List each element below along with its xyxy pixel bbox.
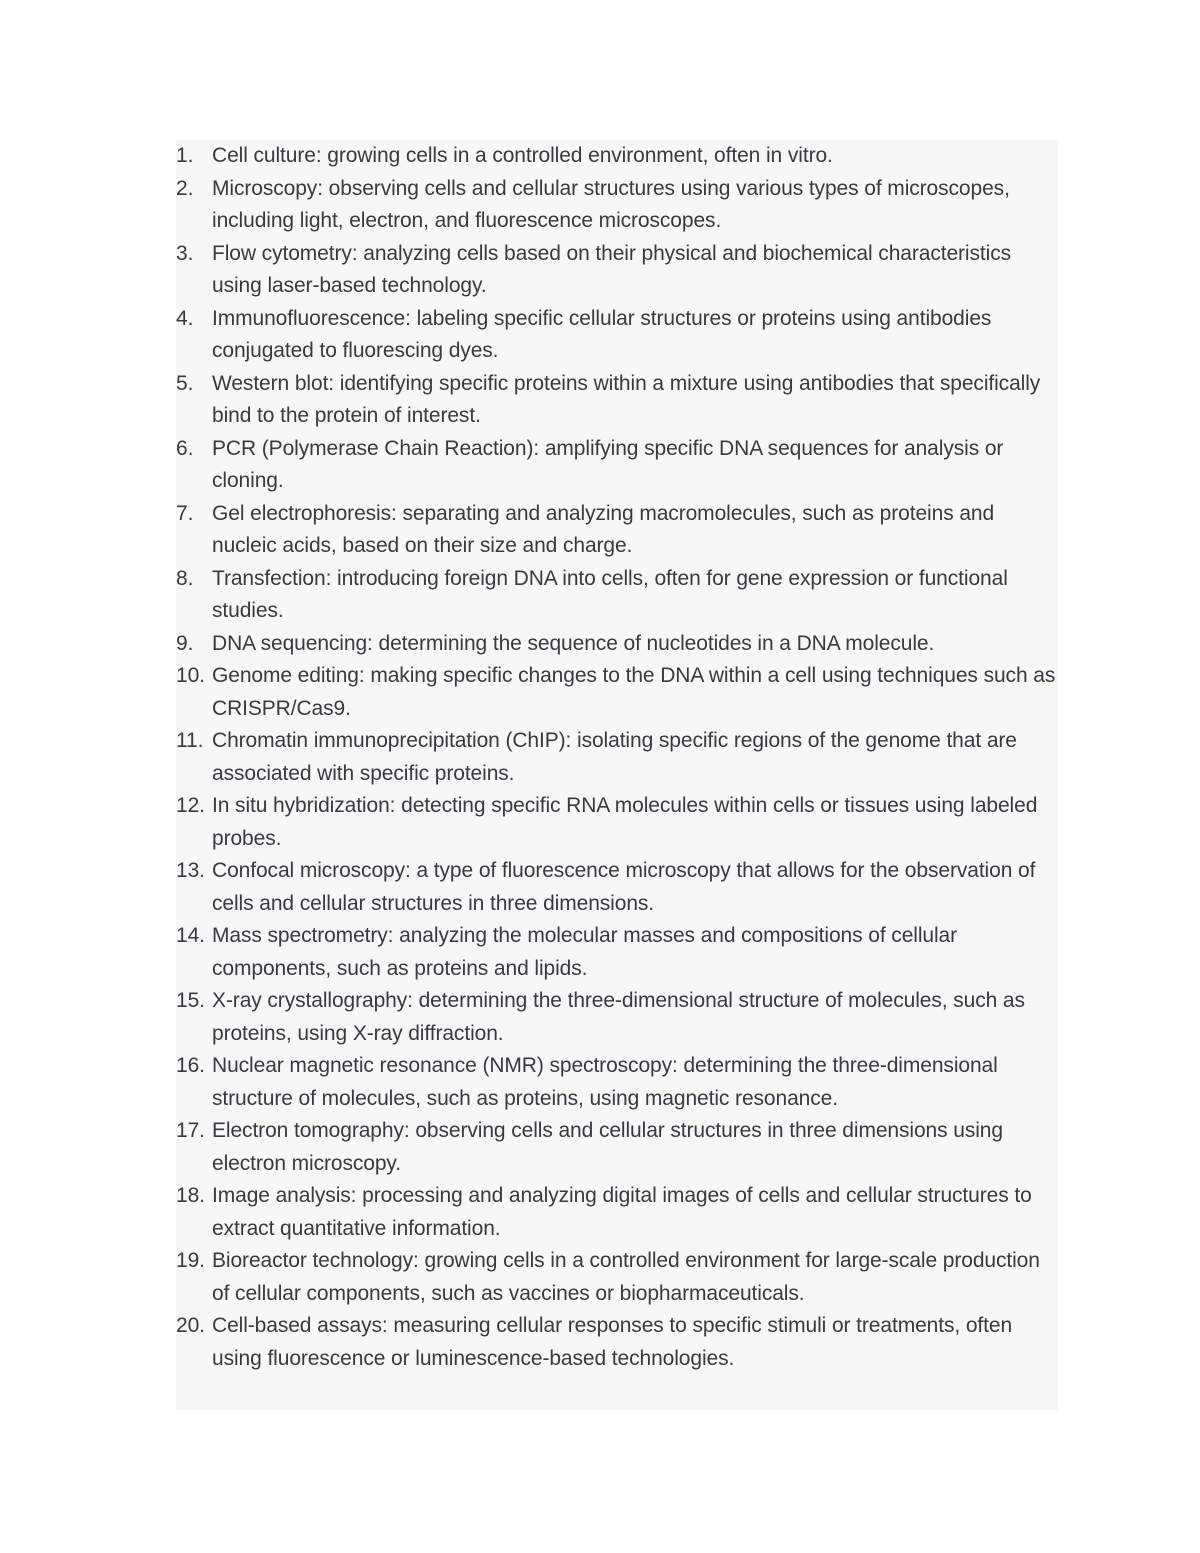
- item-number: 11.: [176, 729, 204, 752]
- item-text: Bioreactor technology: growing cells in a controlled environment for large-scale production of cellular components, such as vaccines or biopharmaceuticals.: [212, 1249, 1040, 1305]
- item-number: 12.: [176, 794, 205, 817]
- item-number: 10.: [176, 664, 205, 687]
- item-number: 3.: [176, 241, 194, 265]
- list-item: [176, 628, 1058, 661]
- item-text: Gel electrophoresis: separating and analyzing macromolecules, such as proteins and nucleic acids, based on their size and charge.: [212, 501, 995, 557]
- item-number: 4.: [176, 306, 194, 330]
- item-text: Confocal microscopy: a type of fluorescence microscopy that allows for the observation of cells and cellular structures in three dimensions.: [212, 859, 1036, 915]
- list-item: [176, 1180, 1058, 1245]
- list-item: [176, 433, 1058, 498]
- item-text: Mass spectrometry: analyzing the molecular masses and compositions of cellular components, such as proteins and lipids.: [212, 924, 958, 980]
- item-number: 19.: [176, 1249, 205, 1272]
- item-number: 17.: [176, 1119, 205, 1142]
- item-number: 9.: [176, 631, 194, 655]
- list-item: [176, 790, 1058, 855]
- item-number: 20.: [176, 1314, 205, 1337]
- item-number: 14.: [176, 924, 205, 947]
- list-item: [176, 1310, 1058, 1375]
- list-item: [176, 855, 1058, 920]
- technique-list: [176, 140, 1058, 1375]
- item-text: DNA sequencing: determining the sequence of nucleotides in a DNA molecule.: [212, 631, 935, 655]
- item-text: Genome editing: making specific changes to the DNA within a cell using techniques such as CRISPR/Cas9.: [212, 664, 1056, 720]
- item-text: Image analysis: processing and analyzing digital images of cells and cellular structures to extract quantitative information.: [212, 1184, 1032, 1240]
- list-item: [176, 985, 1058, 1050]
- document-content-block: [176, 140, 1058, 1410]
- item-text: Transfection: introducing foreign DNA into cells, often for gene expression or functional studies.: [212, 566, 1008, 622]
- item-text: Immunofluorescence: labeling specific cellular structures or proteins using antibodies conjugated to fluorescing dyes.: [212, 306, 992, 362]
- item-number: 7.: [176, 501, 194, 525]
- item-number: 5.: [176, 371, 194, 395]
- item-text: Chromatin immunoprecipitation (ChIP): isolating specific regions of the genome that are associated with specific proteins.: [212, 729, 1017, 785]
- list-item: [176, 368, 1058, 433]
- list-item: [176, 920, 1058, 985]
- item-text: Electron tomography: observing cells and cellular structures in three dimensions using electron microscopy.: [212, 1119, 1003, 1175]
- list-item: [176, 303, 1058, 368]
- list-item: [176, 173, 1058, 238]
- item-number: 1.: [176, 144, 194, 167]
- item-number: 13.: [176, 859, 205, 882]
- item-number: 16.: [176, 1054, 205, 1077]
- list-item: [176, 660, 1058, 725]
- list-item: [176, 725, 1058, 790]
- list-item: [176, 238, 1058, 303]
- item-text: Flow cytometry: analyzing cells based on their physical and biochemical characteristics using laser-based technology.: [212, 241, 1011, 297]
- item-text: Western blot: identifying specific proteins within a mixture using antibodies that specifically bind to the protein of interest.: [212, 371, 1041, 427]
- item-text: Microscopy: observing cells and cellular structures using various types of microscopes, including light, electron, and fluorescence microscopes.: [212, 176, 1010, 232]
- item-text: X-ray crystallography: determining the three-dimensional structure of molecules, such as proteins, using X-ray diffraction.: [212, 989, 1025, 1045]
- item-text: Cell-based assays: measuring cellular responses to specific stimuli or treatments, often using fluorescence or luminescence-based technologies.: [212, 1314, 1013, 1370]
- item-number: 18.: [176, 1184, 205, 1207]
- list-item: [176, 140, 1058, 173]
- item-number: 2.: [176, 176, 194, 200]
- item-text: Cell culture: growing cells in a controlled environment, often in vitro.: [212, 144, 833, 167]
- item-text: PCR (Polymerase Chain Reaction): amplifying specific DNA sequences for analysis or cloning.: [212, 436, 1004, 492]
- list-item: [176, 1115, 1058, 1180]
- item-number: 6.: [176, 436, 194, 460]
- list-item: [176, 1245, 1058, 1310]
- item-text: In situ hybridization: detecting specific RNA molecules within cells or tissues using labeled probes.: [212, 794, 1038, 850]
- item-number: 15.: [176, 989, 205, 1012]
- list-item: [176, 1050, 1058, 1115]
- list-item: [176, 498, 1058, 563]
- list-item: [176, 563, 1058, 628]
- item-number: 8.: [176, 566, 194, 590]
- item-text: Nuclear magnetic resonance (NMR) spectroscopy: determining the three-dimensional structure of molecules, such as proteins, using magnetic resonance.: [212, 1054, 998, 1110]
